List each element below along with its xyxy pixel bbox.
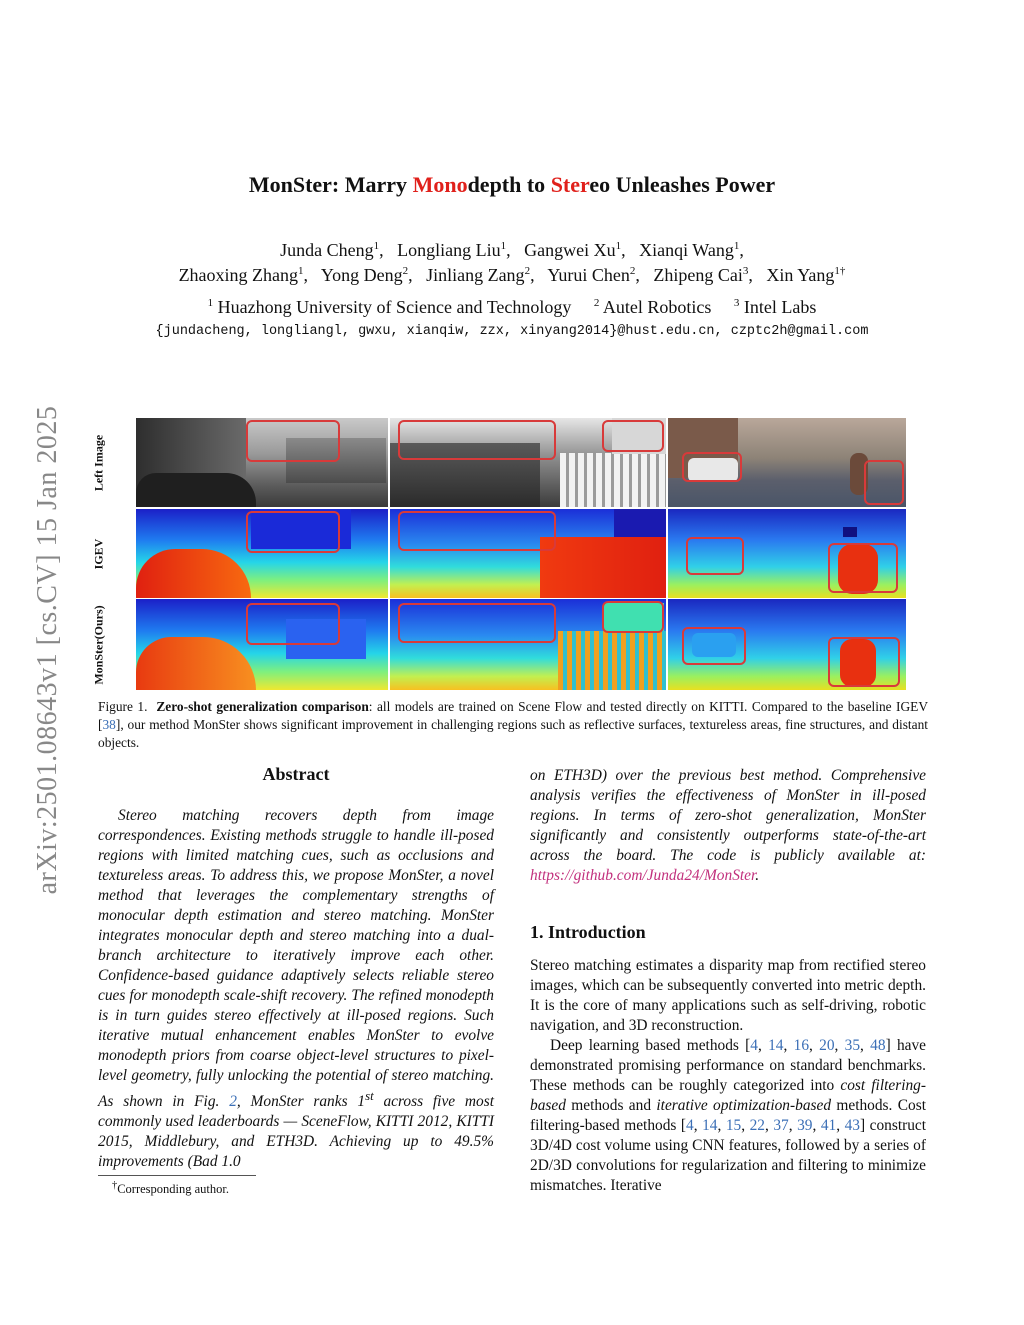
citation-link[interactable]: 48 xyxy=(870,1037,886,1054)
abstract-continuation: on ETH3D) over the previous best method. Comprehensive analysis verifies the effectiveness of MonSter in ill-posed regions. In terms of zero-shot generalization, MonSter significantly and consistently outperforms state-of-the-art across the board. The code is publicly available at: https://github.com/Junda24/MonSter. xyxy=(530,767,926,884)
figure-ref-link[interactable]: 2 xyxy=(229,1093,237,1111)
citation-link[interactable]: 35 xyxy=(844,1037,861,1054)
citation-link[interactable]: 14 xyxy=(768,1037,784,1054)
left-image-scene-2 xyxy=(390,418,666,507)
citation-link[interactable]: 38 xyxy=(102,717,116,732)
abstract-heading: Abstract xyxy=(262,764,330,784)
citation-link[interactable]: 41 xyxy=(820,1117,837,1134)
igev-disparity-scene-2 xyxy=(390,509,666,598)
citation-link[interactable]: 14 xyxy=(702,1117,718,1134)
author-line-1: Junda Cheng$^1$, Longliang Liu$^1$, Gangwei Xu$^1$, Xianqi Wang$^1$, xyxy=(280,240,744,260)
igev-disparity-scene-3 xyxy=(668,509,906,598)
intro-body xyxy=(530,956,926,1196)
figure-1-caption: Figure 1. Zero-shot generalization comparison: all models are trained on Scene Flow and tested directly on KITTI. Compared to the baseline IGEV [38], our method MonSter shows significant improvement in challenging regions such as reflective surfaces, textureless areas, fine structures, and distant objects. xyxy=(98,699,929,750)
citation-link[interactable]: 4 xyxy=(750,1037,758,1054)
left-image-scene-3 xyxy=(668,418,906,507)
citation-link[interactable]: 37 xyxy=(773,1117,789,1134)
arxiv-identifier: arXiv:2501.08643v1 [cs.CV] 15 Jan 2025 xyxy=(32,405,63,895)
citation-link[interactable]: 16 xyxy=(793,1037,810,1054)
intro-paragraph-2: Deep learning based methods [4, 14, 16, 20, 35, 48] have demonstrated promising performance on standard benchmarks. These methods can be roughly categorized into cost filtering-based methods and iterative optimization-based methods. Cost filtering-based methods [4, 14, 15, 22, 37, 39, 41, 43] construct 3D/4D cost volume using CNN features, followed by a series of 2D/3D convolutions for regularization and filtering to minimize mismatches. Iterative xyxy=(530,1037,927,1194)
monster-disparity-scene-3 xyxy=(668,599,906,690)
citation-link[interactable]: 15 xyxy=(725,1117,742,1134)
row-label-left-image: Left Image xyxy=(91,434,106,492)
left-image-scene-1 xyxy=(136,418,388,507)
author-emails: {jundacheng, longliangl, gwxu, xianqiw, zzx, xinyang2014}@hust.edu.cn, czptc2h@gmail.com xyxy=(155,324,869,339)
figure-1 xyxy=(91,418,906,690)
section-heading-introduction: 1. Introduction xyxy=(530,922,646,942)
citation-link[interactable]: 4 xyxy=(686,1117,694,1134)
paper-title: MonSter: Marry Monodepth to Stereo Unleashes Power xyxy=(248,172,776,197)
citation-link[interactable]: 22 xyxy=(749,1117,765,1134)
citation-link[interactable]: 39 xyxy=(797,1117,813,1134)
citation-link[interactable]: 43 xyxy=(844,1117,860,1134)
row-label-igev: IGEV xyxy=(91,538,106,569)
igev-disparity-scene-1 xyxy=(136,509,388,598)
author-line-2: Zhaoxing Zhang$^1$, Yong Deng$^2$, Jinliang Zang$^2$, Yurui Chen$^2$, Zhipeng Cai$^3$, Xin Yang$^{1\dagger}$ xyxy=(178,265,846,285)
citation-link[interactable]: 20 xyxy=(819,1037,835,1054)
intro-paragraph-1: Stereo matching estimates a disparity map from rectified stereo images, which can be subsequently converted into metric depth. It is the core of many applications such as self-driving, robotic navigation, and 3D reconstruction. xyxy=(530,957,926,1034)
github-link[interactable]: https://github.com/Junda24/MonSter xyxy=(530,867,756,884)
abstract-body: Stereo matching recovers depth from image correspondences. Existing methods struggle to handle ill-posed regions with limited matching cues, such as occlusions and textureless areas. To address this, we propose MonSter, a novel method that leverages the complementary strengths of monocular depth estimation and stereo matching. MonSter integrates monocular depth and stereo matching into a dual-branch architecture to iteratively improve each other. Confidence-based guidance adaptively selects reliable stereo cues for monodepth scale-shift recovery. The refined monodepth is in turn guides stereo effectively at ill-posed regions. Such iterative mutual enhancement enables MonSter to evolve monodepth priors from coarse object-level structures to pixel-level geometry, fully unlocking the potential of stereo matching. As shown in Fig. 2, MonSter ranks 1st across five most commonly used leaderboards — SceneFlow, KITTI 2012, KITTI 2015, Middlebury, and ETH3D. Achieving up to 49.5% improvements (Bad 1.0 xyxy=(98,807,494,1171)
monster-disparity-scene-1 xyxy=(136,599,388,690)
footnote: †Corresponding author. xyxy=(112,1180,229,1197)
affiliations: $^1$ Huazhong University of Science and Technology $^2$ Autel Robotics $^3$ Intel Labs xyxy=(207,297,817,317)
row-label-monster: MonSter(Ours) xyxy=(91,604,106,685)
monster-disparity-scene-2 xyxy=(390,599,666,690)
footnote-divider xyxy=(98,1175,256,1176)
